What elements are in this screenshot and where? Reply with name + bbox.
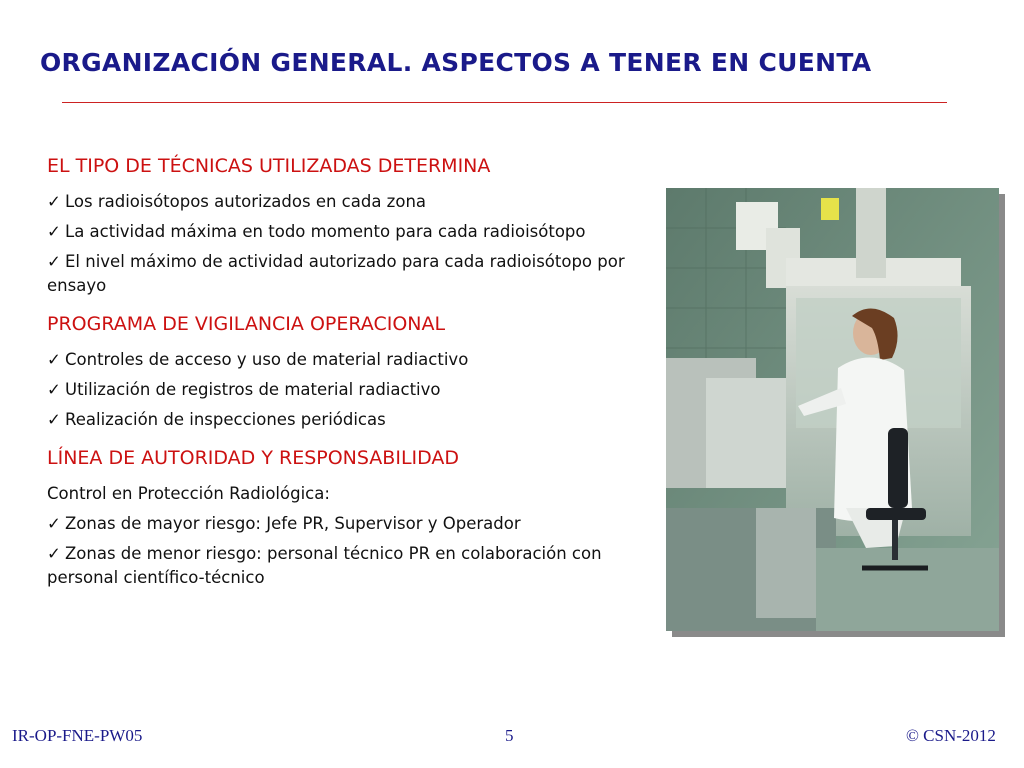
section-heading: LÍNEA DE AUTORIDAD Y RESPONSABILIDAD	[47, 447, 460, 469]
lab-photo	[666, 188, 999, 631]
bullet-item: ✓ Los radioisótopos autorizados en cada zona	[47, 190, 647, 214]
slide-title: ORGANIZACIÓN GENERAL. ASPECTOS A TENER EN CUENTA	[40, 48, 872, 77]
section-heading: PROGRAMA DE VIGILANCIA OPERACIONAL	[47, 313, 446, 335]
check-icon: ✓	[47, 380, 61, 399]
slide-body	[47, 154, 647, 596]
check-icon: ✓	[47, 544, 61, 563]
check-icon: ✓	[47, 192, 61, 211]
bullet-item: ✓ Zonas de menor riesgo: personal técnico PR en colaboración con personal científico-técnico	[47, 544, 602, 587]
check-icon: ✓	[47, 350, 61, 369]
bullet-item: ✓ Zonas de mayor riesgo: Jefe PR, Supervisor y Operador	[47, 512, 647, 536]
bullet-item: ✓ El nivel máximo de actividad autorizado para cada radioisótopo por ensayo	[47, 252, 625, 295]
check-icon: ✓	[47, 222, 61, 241]
bullet-item: ✓ Utilización de registros de material radiactivo	[47, 378, 647, 402]
footer-document-code: IR-OP-FNE-PW05	[12, 726, 143, 745]
check-icon: ✓	[47, 252, 61, 271]
section-heading: EL TIPO DE TÉCNICAS UTILIZADAS DETERMINA	[47, 155, 491, 177]
bullet-item: ✓ Controles de acceso y uso de material radiactivo	[47, 348, 647, 372]
title-divider	[62, 102, 947, 103]
footer-copyright: © CSN-2012	[906, 726, 996, 745]
footer-page-number: 5	[505, 726, 514, 745]
lab-scene-illustration	[666, 188, 999, 631]
check-icon: ✓	[47, 514, 61, 533]
check-icon: ✓	[47, 410, 61, 429]
section-intro: Control en Protección Radiológica:	[47, 484, 330, 503]
bullet-item: ✓ Realización de inspecciones periódicas	[47, 408, 647, 432]
bullet-item: ✓ La actividad máxima en todo momento para cada radioisótopo	[47, 220, 647, 244]
